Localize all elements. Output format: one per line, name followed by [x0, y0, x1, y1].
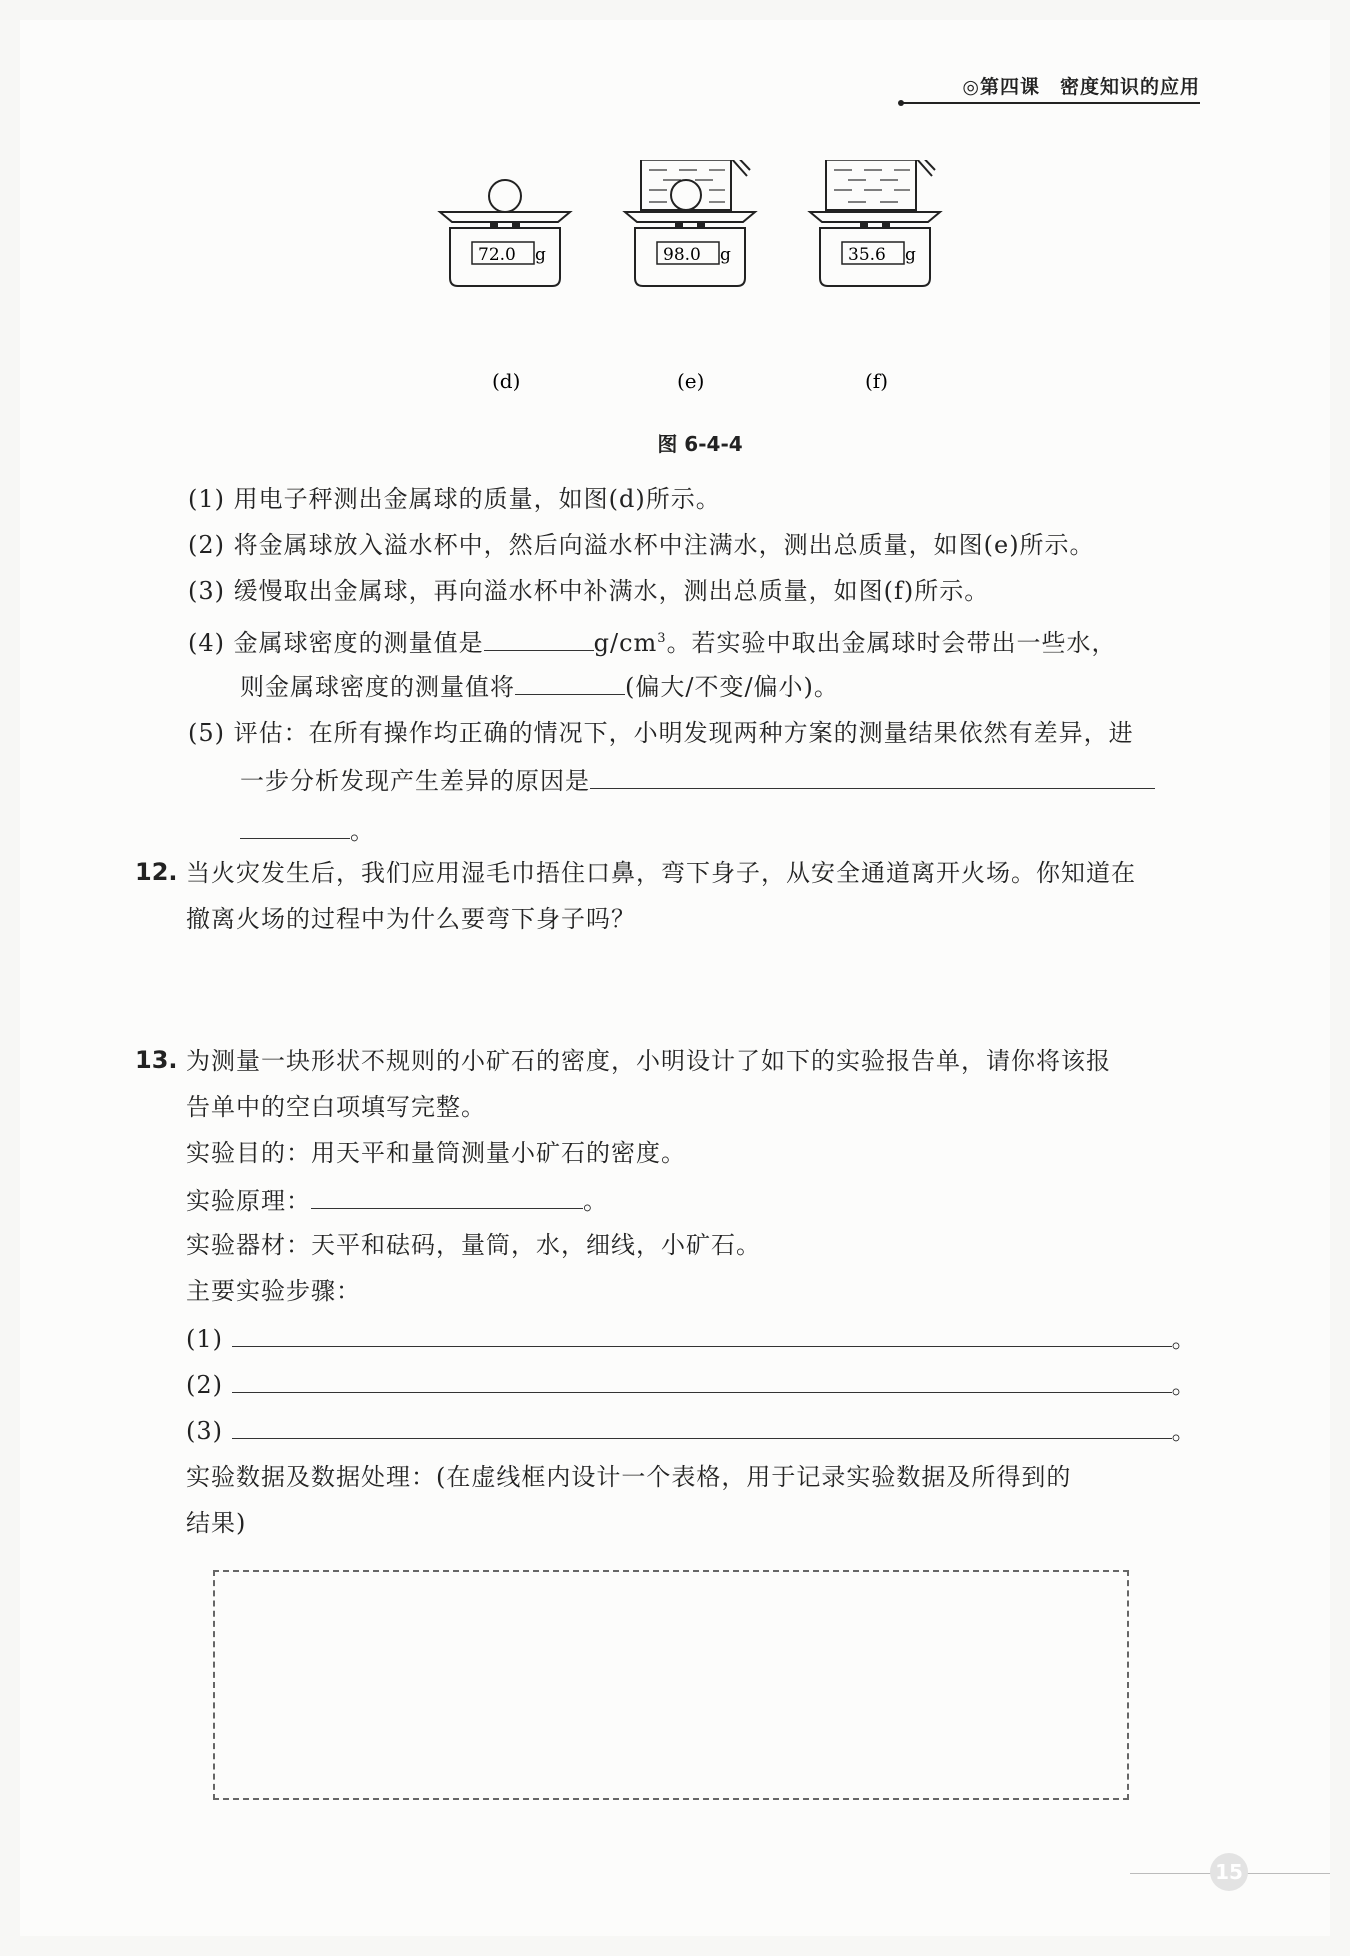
- page-number: 15: [1210, 1853, 1248, 1891]
- q12-line1: 当火灾发生后，我们应用湿毛巾捂住口鼻，弯下身子，从安全通道离开火场。你知道在: [186, 859, 1136, 887]
- step1-label: (1): [186, 1325, 223, 1353]
- label-d: (d): [492, 369, 521, 393]
- q11-step2: (2) 将金属球放入溢水杯中，然后向溢水杯中注满水，测出总质量，如图(e)所示。: [188, 531, 1095, 559]
- step3-label: (3): [186, 1417, 223, 1445]
- figure-caption: 图 6-4-4: [657, 432, 743, 456]
- chapter-header: ◎第四课 密度知识的应用: [962, 76, 1200, 98]
- bias-blank[interactable]: [515, 668, 625, 695]
- reading-f: 35.6: [848, 245, 886, 265]
- q13-step3: [186, 1412, 1197, 1448]
- q13-step2: [186, 1366, 1197, 1402]
- density-blank[interactable]: [484, 624, 594, 651]
- q13-step1: [186, 1320, 1197, 1356]
- step3-blank[interactable]: [232, 1412, 1172, 1439]
- q11-step1: (1) 用电子秤测出金属球的质量，如图(d)所示。: [188, 485, 721, 513]
- q13-principle-end: 。: [583, 1187, 608, 1215]
- step1-end: 。: [1171, 1325, 1197, 1353]
- step2-label: (2): [186, 1371, 223, 1399]
- label-f: (f): [865, 369, 889, 393]
- reason-blank-cont[interactable]: [240, 812, 350, 839]
- metal-ball: [489, 180, 521, 212]
- q13-principle-label: 实验原理：: [186, 1187, 311, 1215]
- q11-step5-line2: [240, 762, 1155, 798]
- unit-d: g: [535, 245, 546, 265]
- data-table-box[interactable]: [213, 1570, 1129, 1800]
- q11-step4-sup: 3: [657, 631, 667, 646]
- unit-f: g: [905, 245, 916, 265]
- q13-data-line2: 结果): [186, 1509, 247, 1537]
- q13-line1: 为测量一块形状不规则的小矿石的密度，小明设计了如下的实验报告单，请你将该报: [186, 1047, 1111, 1075]
- q11-step4-line1: [188, 622, 1117, 660]
- scale-d: [440, 180, 570, 393]
- q11-step4-unit: g/cm: [593, 629, 658, 657]
- step1-blank[interactable]: [232, 1320, 1172, 1347]
- reading-d: 72.0: [478, 245, 516, 265]
- q13-steps-title: 主要实验步骤：: [186, 1277, 361, 1305]
- step2-end: 。: [1171, 1371, 1197, 1399]
- principle-blank[interactable]: [311, 1182, 583, 1209]
- q13-line2: 告单中的空白项填写完整。: [186, 1093, 486, 1121]
- q11-step4-text-e: (偏大/不变/偏小)。: [625, 673, 839, 701]
- header-rule: [900, 102, 1200, 104]
- q12-line2: 撤离火场的过程中为什么要弯下身子吗？: [186, 905, 636, 933]
- q13-data-line1: 实验数据及数据处理：(在虚线框内设计一个表格，用于记录实验数据及所得到的: [186, 1463, 1072, 1491]
- q13-number: 13.: [135, 1046, 178, 1074]
- q11-step5-line3: [240, 812, 375, 848]
- q11-step5-line1: (5) 评估：在所有操作均正确的情况下，小明发现两种方案的测量结果依然有差异，进: [188, 719, 1134, 747]
- page-number-area: [1130, 1848, 1330, 1898]
- step3-end: 。: [1171, 1417, 1197, 1445]
- q11-step4-line2: [240, 668, 839, 704]
- reading-e: 98.0: [663, 245, 701, 265]
- step2-blank[interactable]: [232, 1366, 1172, 1393]
- q11-step5-text-b: 一步分析发现产生差异的原因是: [240, 767, 590, 795]
- scale-figure: [420, 160, 960, 400]
- q11-step4-text-d: 则金属球密度的测量值将: [240, 673, 515, 701]
- q13-principle: [186, 1182, 608, 1218]
- label-e: (e): [677, 369, 705, 393]
- q13-purpose: 实验目的：用天平和量筒测量小矿石的密度。: [186, 1139, 686, 1167]
- q11-step5-end: 。: [350, 817, 375, 845]
- header-dot: [898, 100, 904, 106]
- scale-e: [625, 160, 755, 393]
- reason-blank[interactable]: [590, 762, 1155, 789]
- unit-e: g: [720, 245, 731, 265]
- q12-number: 12.: [135, 858, 178, 886]
- q11-step4-text-c: 。若实验中取出金属球时会带出一些水，: [666, 629, 1117, 657]
- q11-step3: (3) 缓慢取出金属球，再向溢水杯中补满水，测出总质量，如图(f)所示。: [188, 577, 990, 605]
- scale-f: [810, 160, 940, 393]
- q13-materials: 实验器材：天平和砝码，量筒，水，细线，小矿石。: [186, 1231, 761, 1259]
- submerged-ball: [671, 180, 701, 210]
- q11-step4-text-a: (4) 金属球密度的测量值是: [188, 629, 484, 657]
